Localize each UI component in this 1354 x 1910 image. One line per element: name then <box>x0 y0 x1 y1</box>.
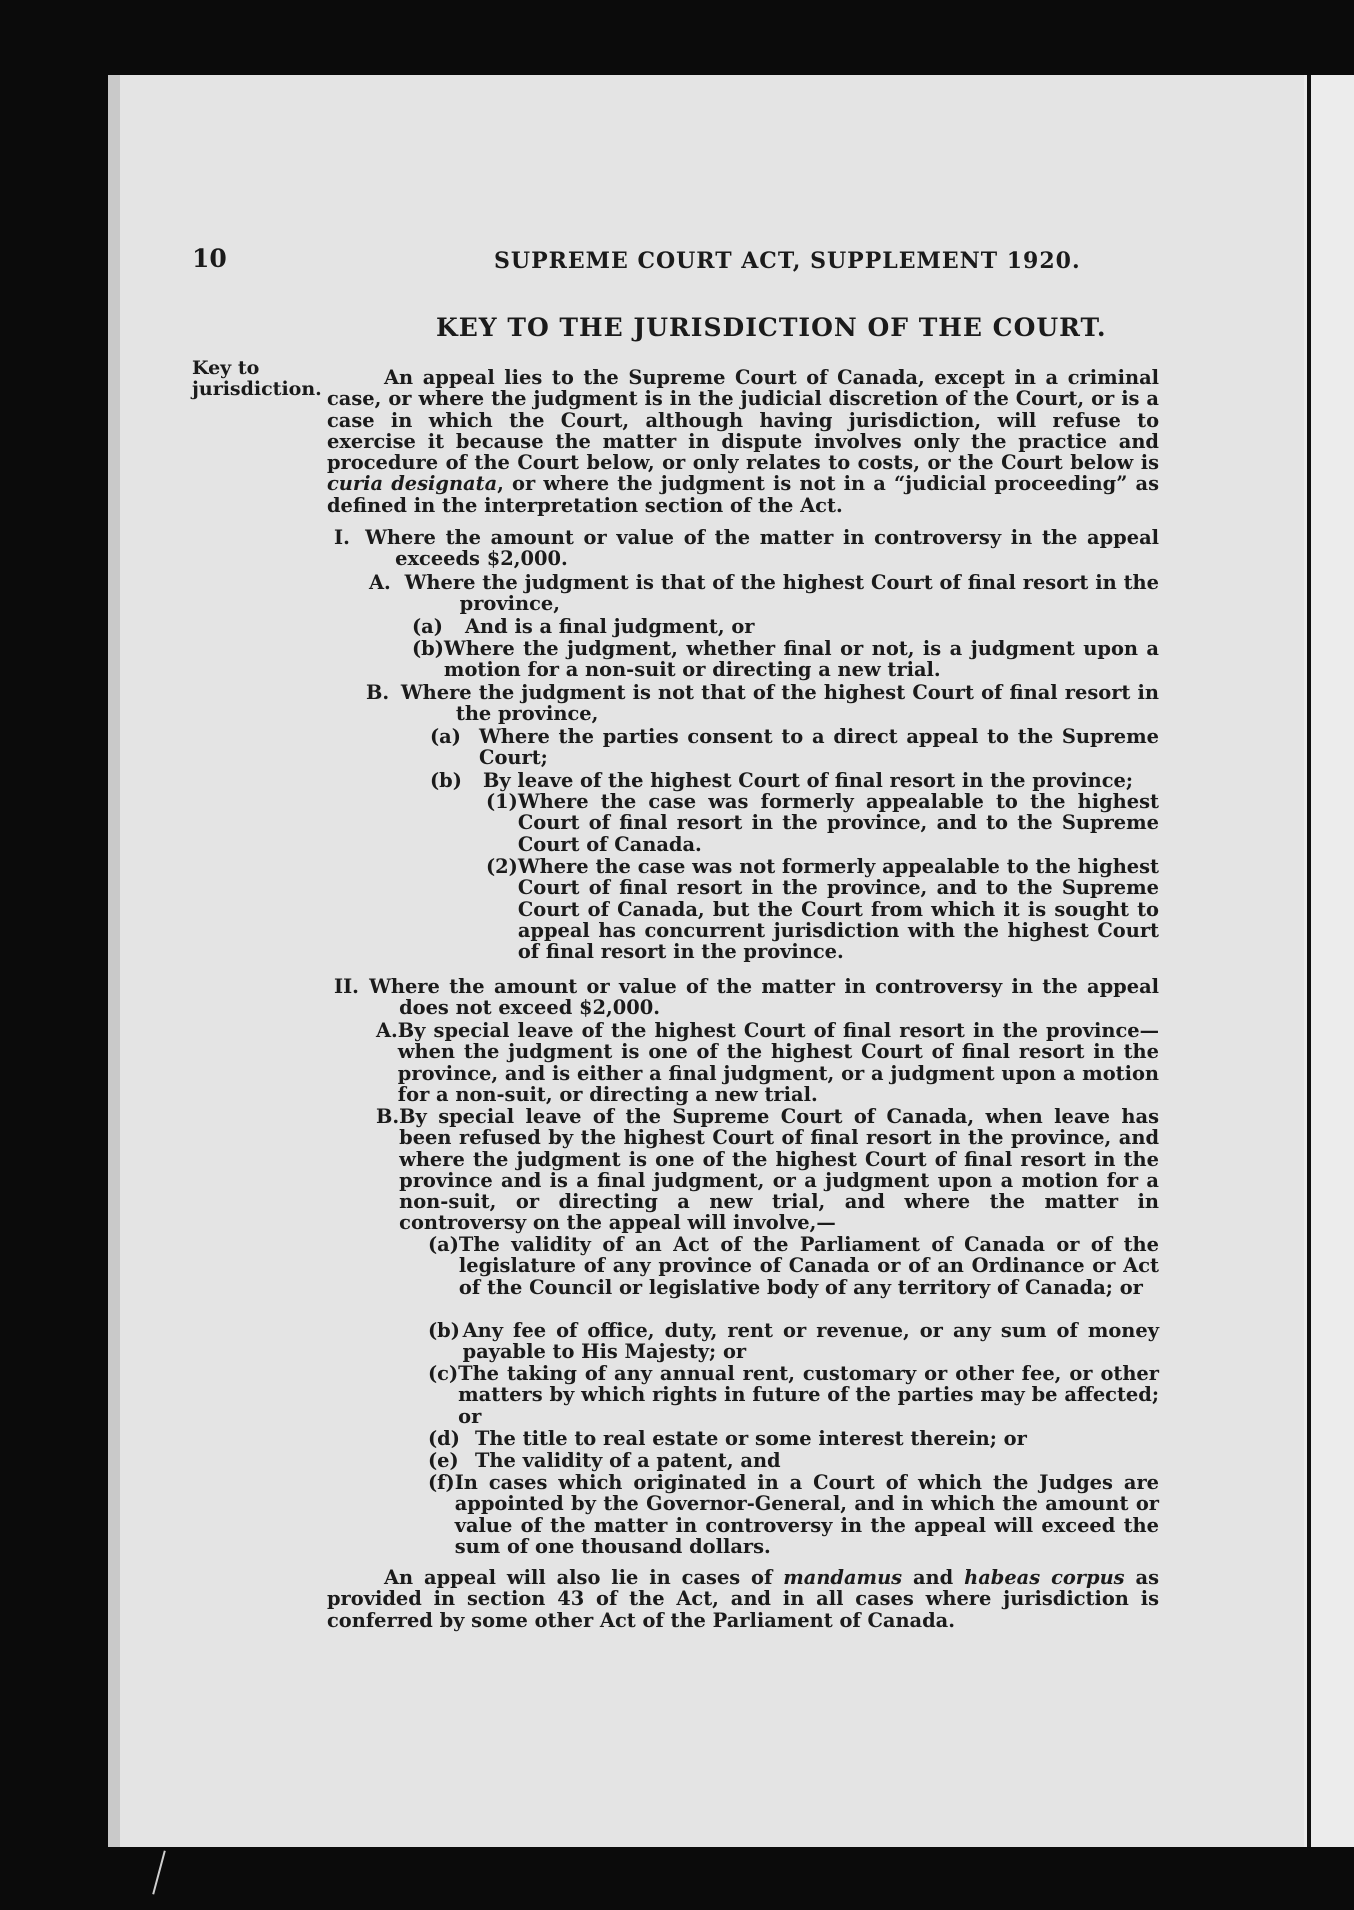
item-label: (a) <box>428 1233 459 1256</box>
item-II-B-c <box>428 1363 1159 1427</box>
item-I-B-b-2 <box>486 856 1159 962</box>
item-text: Where the parties consent to a direct appeal to the Supreme Court; <box>479 725 1159 770</box>
margin-note: Key to jurisdiction. <box>192 357 322 400</box>
item-text: By leave of the highest Court of final resort in the province; <box>483 769 1133 792</box>
item-label: A. <box>376 1019 398 1042</box>
item-I-A-b <box>412 638 1159 681</box>
section-title: KEY TO THE JURISDICTION OF THE COURT. <box>436 313 1107 342</box>
item-text: The validity of an Act of the Parliament of Canada or of the legislature of any province of Canada or of an Ordinance or Act of the Council or legislative body of any territory of Canada; or <box>458 1233 1159 1299</box>
item-text: Any fee of office, duty, rent or revenue, or any sum of money payable to His Majesty; or <box>462 1319 1159 1364</box>
item-label: (b) <box>412 637 444 660</box>
item-II-B-f <box>428 1472 1159 1557</box>
item-text: Where the amount or value of the matter in controversy in the appeal does not exceed $2,000. <box>369 975 1159 1020</box>
item-text: Where the case was not formerly appealable to the highest Court of final resort in the province, and to the Supreme Court of Canada, but the Court from which it is sought to appeal has concurrent jurisdiction with the highest Court of final resort in the province. <box>517 855 1159 964</box>
item-text: The taking of any annual rent, customary or other fee, or other matters by which rights in future of the parties may be affected; or <box>458 1362 1159 1428</box>
item-text: In cases which originated in a Court of which the Judges are appointed by the Governor-General, and in which the amount or value of the matter in controversy in the appeal will exceed the sum of one thousand dollars. <box>454 1471 1159 1558</box>
item-label: A. <box>369 571 391 594</box>
intro-paragraph: An appeal lies to the Supreme Court of Canada, except in a criminal case, or where the judgment is in the judicial discretion of the Court, or is a case in which the Court, although having jurisdiction, will refuse to exercise it because the matter in dispute involves only the practice and procedure of the Court below, or only relates to costs, or the Court below is curia designata, or where the judgment is not in a “judicial proceeding” as defined in the interpretation section of the Act. <box>327 366 1159 517</box>
item-I-B-a <box>430 726 1159 769</box>
item-label: (2) <box>486 855 518 878</box>
item-label: (b) <box>428 1319 460 1342</box>
item-label: II. <box>334 975 359 998</box>
item-I-B <box>366 682 1159 725</box>
item-text: Where the judgment, whether final or not, is a judgment upon a motion for a non-suit or directing a new trial. <box>443 637 1159 682</box>
item-label: (a) <box>430 725 461 748</box>
item-I-A <box>369 572 1159 615</box>
item-II-B <box>376 1106 1159 1234</box>
item-I-B-b <box>430 770 1159 791</box>
item-label: (c) <box>428 1362 459 1385</box>
facing-page-edge <box>1304 75 1354 1847</box>
item-II-B-d <box>428 1428 1159 1449</box>
item-label: (b) <box>430 769 462 792</box>
item-label: B. <box>376 1105 400 1128</box>
item-label: (f) <box>428 1471 455 1494</box>
item-II-B-e <box>428 1450 1159 1471</box>
closing-paragraph: An appeal will also lie in cases of mandamus and habeas corpus as provided in section 43 of the Act, and in all cases where jurisdiction is conferred by some other Act of the Parliament of Canada. <box>327 1566 1159 1632</box>
item-text: The title to real estate or some interest therein; or <box>475 1427 1027 1450</box>
item-label: (a) <box>412 615 443 638</box>
item-I <box>334 527 1159 570</box>
item-label: (d) <box>428 1427 460 1450</box>
running-head: SUPREME COURT ACT, SUPPLEMENT 1920. <box>494 248 1081 274</box>
item-label: (1) <box>486 790 518 813</box>
item-text: Where the amount or value of the matter in controversy in the appeal exceeds $2,000. <box>365 526 1159 571</box>
item-text: Where the judgment is not that of the highest Court of final resort in the province, <box>400 681 1159 726</box>
item-II-A <box>376 1020 1159 1105</box>
item-II <box>334 976 1159 1019</box>
item-label: B. <box>366 681 390 704</box>
page-edge-shadow <box>108 75 120 1847</box>
item-text: Where the judgment is that of the highest Court of final resort in the province, <box>404 571 1159 616</box>
item-I-A-a <box>412 616 1159 637</box>
item-text: By special leave of the Supreme Court of Canada, when leave has been refused by the highest Court of final resort in the province, and where the judgment is one of the highest Court of final resort in the province and is a final judgment, or a judgment upon a motion for a non-suit, or directing a new trial, and where the matter in controversy on the appeal will involve,— <box>399 1105 1159 1235</box>
scan-artifact <box>152 1851 166 1895</box>
item-II-B-a <box>428 1234 1159 1298</box>
item-label: I. <box>334 526 350 549</box>
book-gutter <box>1307 75 1311 1847</box>
item-text: By special leave of the highest Court of final resort in the province—when the judgment is one of the highest Court of final resort in the province, and is either a final judgment, or a judgment upon a motion for a non-suit, or directing a new trial. <box>397 1019 1159 1106</box>
item-text: The validity of a patent, and <box>475 1449 781 1472</box>
item-text: Where the case was formerly appealable to the highest Court of final resort in the province, and to the Supreme Court of Canada. <box>517 790 1159 856</box>
item-text: And is a final judgment, or <box>465 615 755 638</box>
page-number: 10 <box>192 244 227 273</box>
item-label: (e) <box>428 1449 459 1472</box>
item-II-B-b <box>428 1320 1159 1363</box>
item-I-B-b-1 <box>486 791 1159 855</box>
